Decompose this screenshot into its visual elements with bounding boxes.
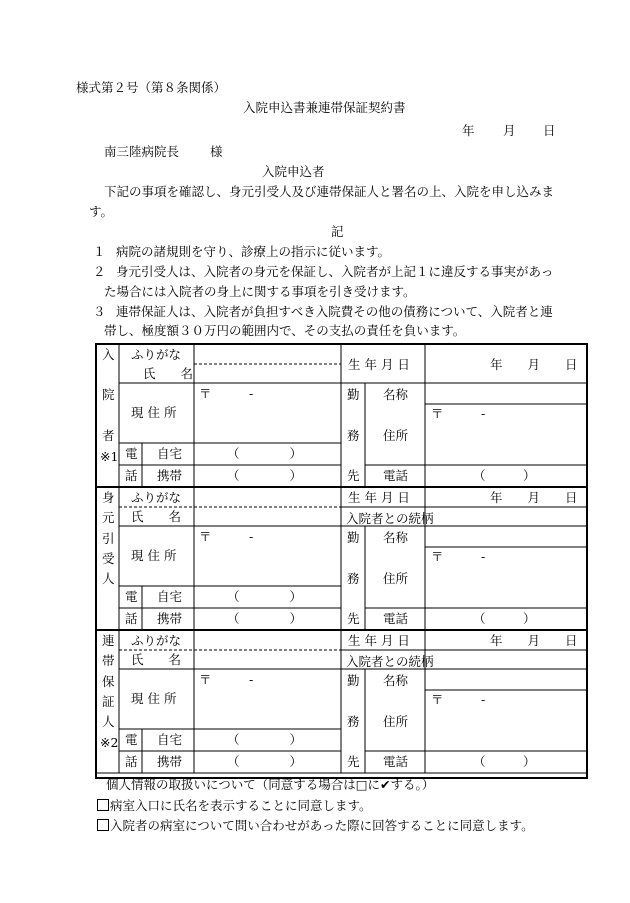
home-phone-field[interactable]: （ ） [227, 589, 303, 604]
intro-line-2: す。 [89, 204, 114, 219]
furigana-label: ふりがな [131, 347, 182, 362]
phone-label: 話 [125, 611, 138, 626]
date-year-label: 年 [462, 123, 475, 138]
home-phone-field[interactable]: （ ） [227, 732, 303, 747]
name-label: 氏 名 [131, 509, 182, 524]
ki-heading: 記 [331, 224, 344, 239]
work-label-char: 先 [347, 754, 360, 769]
address-label: 現 住 所 [131, 405, 177, 420]
mobile-phone-field[interactable]: （ ） [227, 611, 303, 626]
address-label: 現 住 所 [131, 548, 177, 563]
item-number: ３ [93, 304, 106, 319]
privacy-heading: 個人情報の取扱いについて（同意する場合は□に✔する。） [106, 777, 435, 792]
mobile-phone-field[interactable]: （ ） [227, 754, 303, 769]
section-label-char: 入 [102, 347, 115, 362]
address-label: 現 住 所 [131, 691, 177, 706]
section-label-char: 人 [102, 714, 115, 729]
work-phone-field[interactable]: （ ） [473, 611, 536, 626]
work-label-char: 務 [347, 428, 360, 443]
item-text-continued: た場合には入院者の身上に関する事項を引き受けます。 [104, 284, 416, 299]
work-postal-mark: 〒 - [431, 549, 486, 564]
privacy-option-2 [97, 819, 534, 833]
section-label-char: 保 [102, 674, 115, 689]
work-address-label: 住所 [383, 714, 409, 729]
name-label: 氏 名 [143, 366, 194, 381]
work-label-char: 務 [347, 571, 360, 586]
application-table [95, 343, 588, 779]
work-label-char: 勤 [347, 673, 360, 688]
work-label-char: 務 [347, 714, 360, 729]
home-phone-label: 自宅 [157, 732, 183, 747]
furigana-label: ふりがな [131, 633, 182, 648]
work-name-label: 名称 [383, 530, 409, 545]
addressee-suffix: 様 [210, 144, 223, 159]
home-phone-field[interactable]: （ ） [227, 446, 303, 461]
mobile-phone-field[interactable]: （ ） [227, 468, 303, 483]
birthdate-label: 生 年 月 日 [348, 633, 410, 648]
section-label-char: 院 [102, 387, 115, 402]
section-label-char: 身 [102, 490, 115, 505]
name-label: 氏 名 [131, 652, 182, 667]
document-title: 入院申込書兼連帯保証契約書 [243, 100, 406, 115]
home-phone-label: 自宅 [157, 446, 183, 461]
work-label-char: 勤 [347, 387, 360, 402]
section-label-char: 引 [102, 531, 115, 546]
birthdate-label: 生 年 月 日 [348, 490, 410, 505]
work-phone-label: 電話 [383, 611, 409, 626]
section-label-char: 受 [102, 551, 115, 566]
birthdate-field[interactable]: 年 月 日 [490, 357, 578, 372]
work-phone-field[interactable]: （ ） [473, 754, 536, 769]
privacy-option-2-label: 入院者の病室について問い合わせがあった際に回答することに同意します。 [110, 818, 534, 833]
section-label-char: 者 [102, 428, 115, 443]
postal-mark: 〒 - [199, 386, 254, 401]
work-phone-label: 電話 [383, 468, 409, 483]
applicant-heading: 入院申込者 [262, 164, 325, 179]
work-postal-mark: 〒 - [431, 406, 486, 421]
item-text: 病院の諸規則を守り、診療上の指示に従います。 [116, 244, 391, 259]
work-label-char: 先 [347, 611, 360, 626]
item-number: １ [93, 244, 106, 259]
section-label-char: 帯 [102, 653, 115, 668]
item-text: 身元引受人は、入院者の身元を保証し、入院者が上記１に違反する事実があっ [116, 264, 554, 279]
work-name-label: 名称 [383, 673, 409, 688]
consent-checkbox-room-inquiry[interactable] [97, 819, 109, 831]
item-number: ２ [93, 264, 106, 279]
birthdate-field[interactable]: 年 月 日 [490, 633, 578, 648]
form-number: 様式第２号（第８条関係） [76, 80, 227, 95]
section-note-mark: ※2 [100, 735, 119, 750]
relationship-label: 入院者との続柄 [346, 654, 434, 669]
item-text: 連帯保証人は、入院者が負担すべき入院費その他の債務について、入院者と連 [116, 304, 553, 319]
item-text-continued: 帯し、極度額３０万円の範囲内で、その支払の責任を負います。 [104, 323, 466, 338]
work-postal-mark: 〒 - [431, 692, 486, 707]
section-label-char: 証 [102, 694, 115, 709]
work-address-label: 住所 [383, 571, 409, 586]
furigana-label: ふりがな [131, 490, 182, 505]
phone-label: 電 [125, 732, 138, 747]
work-label-char: 先 [347, 468, 360, 483]
work-name-label: 名称 [383, 387, 409, 402]
intro-line-1: 下記の事項を確認し、身元引受人及び連帯保証人と署名の上、入院を申し込みま [104, 184, 555, 199]
phone-label: 話 [125, 754, 138, 769]
postal-mark: 〒 - [199, 529, 254, 544]
addressee: 南三陸病院長 [104, 144, 180, 159]
phone-label: 電 [125, 446, 138, 461]
section-label-char: 連 [102, 633, 115, 648]
date-month-label: 月 [503, 123, 516, 138]
privacy-option-1 [97, 799, 372, 813]
phone-label: 電 [125, 589, 138, 604]
mobile-phone-label: 携帯 [157, 468, 183, 483]
phone-label: 話 [125, 468, 138, 483]
birthdate-label: 生 年 月 日 [348, 357, 410, 372]
mobile-phone-label: 携帯 [157, 611, 183, 626]
section-label-char: 人 [102, 571, 115, 586]
work-phone-field[interactable]: （ ） [473, 468, 536, 483]
postal-mark: 〒 - [199, 672, 254, 687]
home-phone-label: 自宅 [157, 589, 183, 604]
relationship-label: 入院者との続柄 [346, 511, 434, 526]
consent-checkbox-nameplate[interactable] [97, 799, 109, 811]
date-day-label: 日 [543, 123, 556, 138]
birthdate-field[interactable]: 年 月 日 [490, 490, 578, 505]
work-label-char: 勤 [347, 530, 360, 545]
work-address-label: 住所 [383, 428, 409, 443]
section-label-char: 元 [102, 510, 115, 525]
privacy-option-1-label: 病室入口に氏名を表示することに同意します。 [110, 798, 372, 813]
mobile-phone-label: 携帯 [157, 754, 183, 769]
section-note-mark: ※1 [100, 449, 119, 464]
work-phone-label: 電話 [383, 754, 409, 769]
